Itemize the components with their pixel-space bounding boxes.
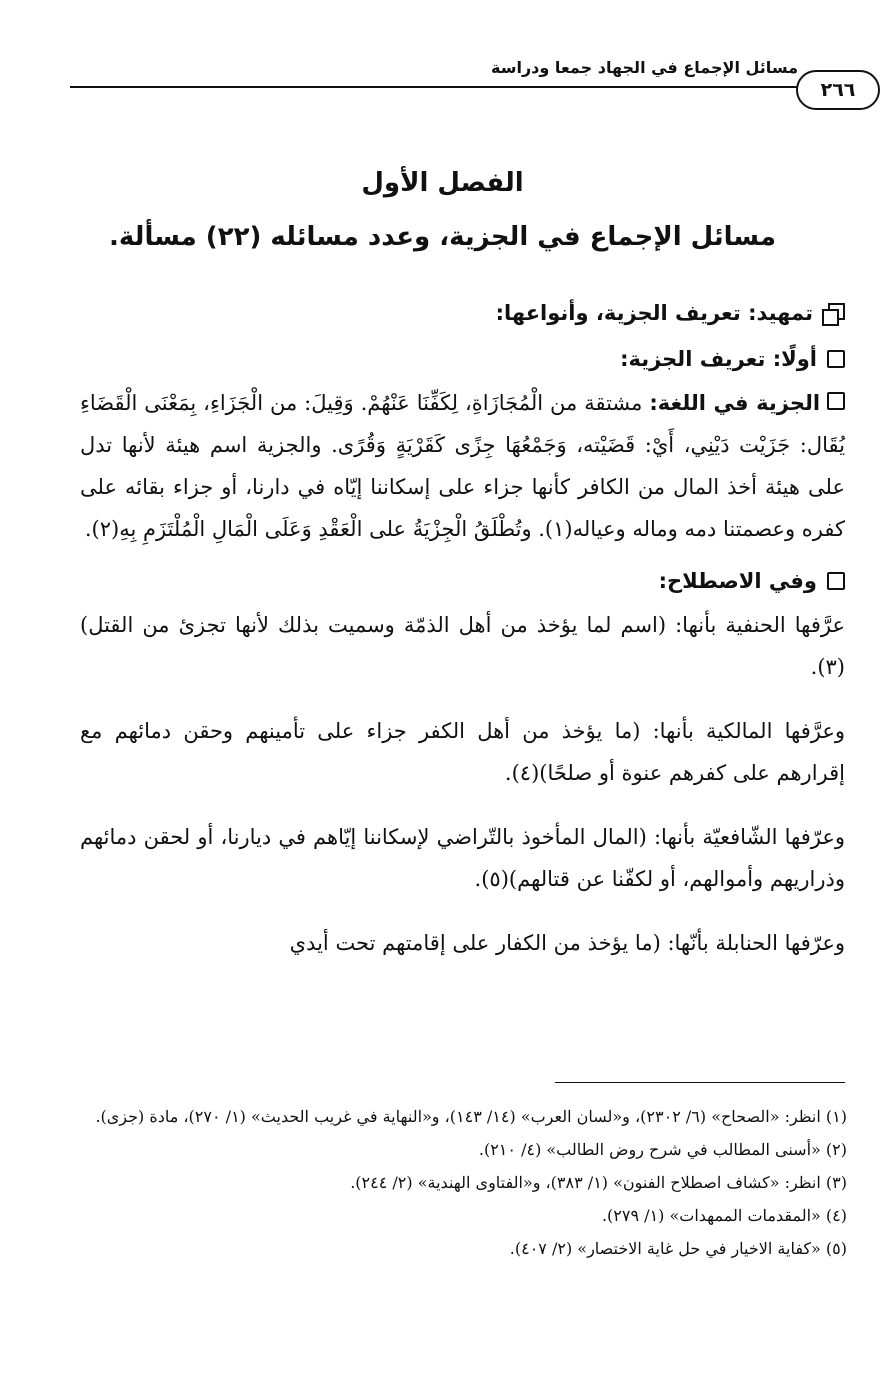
- square-bullet-icon: [827, 392, 845, 410]
- page-number: ٢٦٦: [796, 70, 880, 110]
- intro-heading: [80, 290, 845, 336]
- footnote-3: (٣) انظر: «كشاف اصطلاح الفنون» (١/ ٣٨٣)، و«الفتاوى الهندية» (٢/ ٢٤٤).: [350, 1173, 847, 1192]
- footnote-4: (٤) «المقدمات الممهدات» (١/ ٢٧٩).: [601, 1206, 847, 1225]
- maliki-definition: وعرَّفها المالكية بأنها: (ما يؤخذ من أهل الكفر جزاء على تأمينهم وحقن دمائهم مع إقرارهم على كفرهم عنوة أو صلحًا)(٤).: [80, 719, 845, 785]
- chapter-title: الفصل الأول: [361, 168, 524, 198]
- language-definition: [80, 382, 845, 550]
- footnotes: [70, 1100, 847, 1265]
- footnote-5: (٥) «كفاية الاخيار في حل غاية الاختصار» (٢/ ٤٠٧).: [509, 1239, 847, 1258]
- chapter-subtitle: مسائل الإجماع في الجزية، وعدد مسائله (٢٢) مسألة.: [109, 222, 776, 252]
- body-text: [80, 290, 845, 972]
- footnote-rule: [555, 1082, 845, 1083]
- hanafi-definition: عرَّفها الحنفية بأنها: (اسم لما يؤخذ من أهل الذمّة وسميت بذلك لأنها تجزئ من القتل)(٣).: [80, 613, 845, 679]
- header-rule: [70, 86, 820, 88]
- term-heading-text: وفي الاصطلاح:: [658, 569, 817, 593]
- footnote-2: (٢) «أسنى المطالب في شرح روض الطالب» (٤/ ٢١٠).: [478, 1140, 847, 1159]
- running-header-title: مسائل الإجماع في الجهاد جمعا ودراسة: [491, 58, 798, 77]
- first-heading-text: أولًا: تعريف الجزية:: [620, 347, 817, 371]
- term-heading: [80, 558, 845, 604]
- intro-heading-text: تمهيد: تعريف الجزية، وأنواعها:: [495, 301, 813, 325]
- hanbali-definition: وعرّفها الحنابلة بأنّها: (ما يؤخذ من الكفار على إقامتهم تحت أيدي: [289, 931, 845, 955]
- square-bullet-icon: [827, 572, 845, 590]
- copy-icon: [823, 303, 845, 323]
- language-definition-lead: الجزية في اللغة:: [649, 391, 821, 415]
- language-definition-text: مشتقة من الْمُجَازَاةِ، لِكَفِّنَا عَنْهُمْ. وَقِيلَ: من الْجَزَاءِ، بِمَعْنَى الْقَضَاءِ يُقَال: جَزَيْت دَيْنِي، أَيْ: قَضَيْته، وَجَمْعُهَا جِزًى كَقَرْيَةٍ وَقُرًى. والجزية اسم هيئة لأنها تدل على هيئة أخذ المال من الكافر كأنها جزاء على إسكاننا إيّاه في دارنا، أو جزاء بقائه على كفره وعصمتنا دمه وماله وعياله(١). وتُطْلَقُ الْجِزْيَةُ على الْعَقْدِ وَعَلَى الْمَالِ الْمُلْتَزَمِ بِهِ(٢).: [80, 391, 845, 541]
- first-heading: [80, 336, 845, 382]
- shafii-definition: وعرّفها الشّافعيّة بأنها: (المال المأخوذ بالتّراضي لإسكاننا إيّاهم في ديارنا، أو لحقن دمائهم وذراريهم وأموالهم، أو لكفّنا عن قتالهم)(٥).: [80, 825, 845, 891]
- square-bullet-icon: [827, 350, 845, 368]
- running-header: [70, 48, 856, 108]
- footnote-1: (١) انظر: «الصحاح» (٦/ ٢٣٠٢)، و«لسان العرب» (١٤/ ١٤٣)، و«النهاية في غريب الحديث» (١/ ٢٧٠)، مادة (جزى).: [95, 1107, 847, 1126]
